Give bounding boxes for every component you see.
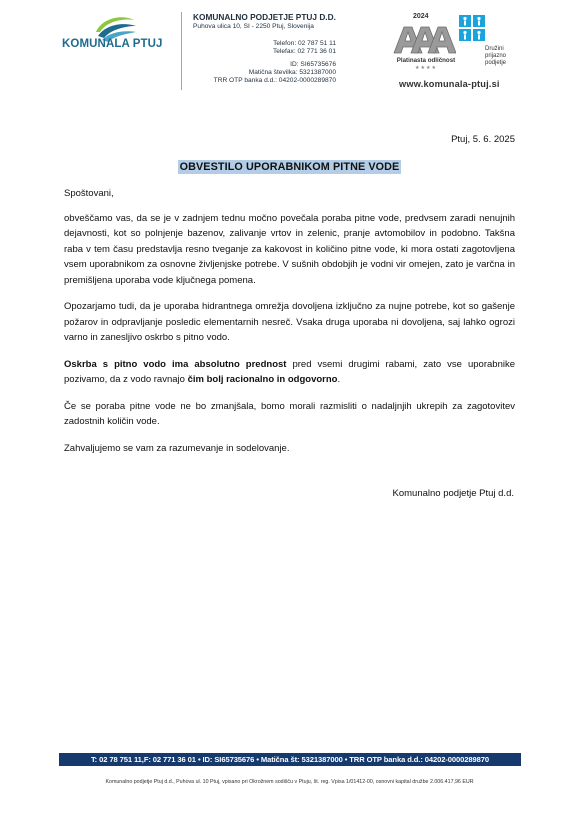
title-wrap: [0, 157, 579, 175]
company-address: Puhova ulica 10, SI - 2250 Ptuj, Slovenija: [193, 23, 314, 30]
greeting: Spoštovani,: [64, 188, 114, 199]
fax-line: Telefax: 02 771 36 01: [272, 47, 336, 55]
header-divider: [181, 12, 182, 90]
emphasis-rational: čim bolj racionalno in odgovorno: [187, 374, 338, 385]
emphasis-priority: Oskrba s pitno vodo ima absolutno prednost: [64, 358, 287, 370]
phone-line: Telefon: 02 787 51 11: [273, 40, 336, 47]
company-name: KOMUNALNO PODJETJE PTUJ D.D.: [193, 12, 336, 22]
signature: Komunalno podjetje Ptuj d.d.: [392, 488, 514, 499]
id-line: ID: SI65735676: [290, 61, 336, 69]
award-stars: ★★★★: [415, 65, 437, 71]
logo-text: KOMUNALA PTUJ: [62, 38, 163, 50]
letter-body: [64, 186, 515, 467]
family-friendly-label: Družini prijazno podjetje: [485, 46, 507, 66]
contact-block: [200, 40, 336, 85]
paragraph-5: Zahvaljujemo se vam za razumevanje in sodelovanje.: [64, 442, 290, 454]
website-link[interactable]: www.komunala-ptuj.si: [399, 79, 500, 89]
award-label: Platinasta odličnost: [396, 57, 456, 64]
award-year: 2024: [413, 13, 429, 20]
paragraph-2: Opozarjamo tudi, da je uporaba hidrantnega omrežja dovoljena izključno za nujne potrebe, kot so gašenje požarov in odpravljanje posledic elementarnih nesreč. Vsaka druga uporaba ni dovoljena, saj lahko ogrozi varno in zanesljivo oskrbo s pitno vodo.: [64, 301, 515, 343]
bank-line: TRR OTP banka d.d.: 04202-0000289870: [213, 76, 336, 84]
registration-line: Matična številka: 5321387000: [248, 69, 336, 77]
footer-bar: T: 02 78 751 11,F: 02 771 36 01 • ID: SI65735676 • Matična št: 5321387000 • TRR OTP banka d.d.: 04202-0000289870: [59, 753, 521, 766]
company-block: [193, 12, 343, 30]
letter-title: OBVESTILO UPORABNIKOM PITNE VODE: [179, 161, 400, 173]
paragraph-1: obveščamo vas, da se je v zadnjem tednu močno povečala poraba pitne vode, predvsem zaradi nenujnih dejavnosti, kot so polnjenje bazenov, zalivanje vrtov in zelenic, pranje avtomobilov in podobno. Takšna raba v tem času predstavlja resno tveganje za kakovost in količino pitne vode, ki mora ostati zagotovljena vsem uporabnikom za osnovne življenjske potrebe. V sušnih obdobjih je vodni vir omejen, zato je varčna in premišljena uporaba vode ključnega pomena.: [64, 212, 515, 286]
paragraph-4: Če se poraba pitne vode ne bo zmanjšala, bomo morali razmisliti o nadaljnjih ukrepih za zagotovitev zadostnih količin vode.: [64, 400, 515, 427]
letter-date: Ptuj, 5. 6. 2025: [451, 134, 515, 145]
family-friendly-icon: [459, 15, 511, 45]
footer-legal: Komunalno podjetje Ptuj d.d., Puhova ul. 10 Ptuj, vpisano pri Okrožnem sodišču v Ptuju, št. reg. Vpisa 1/01412-00, osnovni kapital družbe 2.006.417,96 EUR: [105, 779, 474, 785]
paragraph-3: Oskrba s pitno vodo ima absolutno prednost pred vsemi drugimi rabami, zato vse uporabnike pozivamo, da z vodo ravnajo čim bolj racionalno in odgovorno.: [64, 358, 515, 385]
